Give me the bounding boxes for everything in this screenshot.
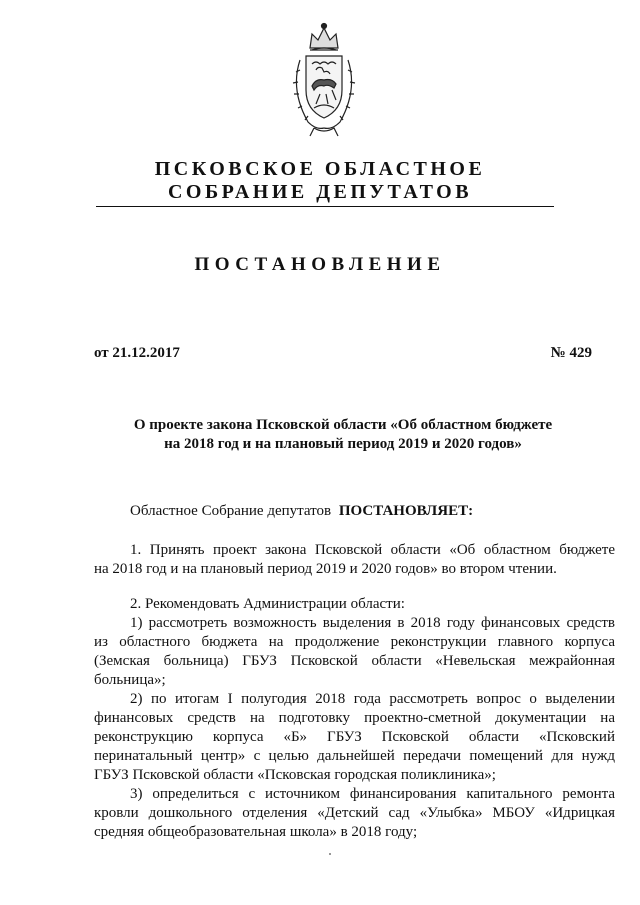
document-date: от 21.12.2017	[94, 345, 180, 361]
body-line: средняя общеобразовательная школа» в 2018 году;	[94, 824, 418, 840]
body-line: 1) рассмотреть возможность выделения в 2018 году финансовых средств	[130, 615, 615, 631]
body-line: 2. Рекомендовать Администрации области:	[130, 596, 405, 612]
organization-name-line2: СОБРАНИЕ ДЕПУТАТОВ	[167, 181, 473, 203]
body-line: 3) определиться с источником финансирования капитального ремонта	[130, 786, 615, 802]
header-divider	[96, 206, 554, 207]
coat-of-arms-emblem	[280, 20, 368, 140]
body-line: кровли дошкольного отделения «Детский сад «Улыбка» МБОУ «Идрицкая	[94, 805, 615, 821]
subject-line1: О проекте закона Псковской области «Об областном бюджете	[133, 417, 553, 433]
body-line: финансовых средств на подготовку проектно-сметной документации на	[94, 710, 615, 726]
document-type-title: ПОСТАНОВЛЕНИЕ	[194, 254, 446, 275]
body-line: больница»;	[94, 672, 166, 688]
decree-lead: Областное Собрание депутатов	[130, 503, 332, 519]
decree-verb: ПОСТАНОВЛЯЕТ:	[338, 503, 474, 519]
body-line: 1. Принять проект закона Псковской области «Об областном бюджете	[130, 542, 615, 558]
document-number: № 429	[550, 345, 592, 361]
body-line: реконструкцию корпуса «Б» ГБУЗ Псковской области «Псковский	[94, 729, 615, 745]
body-line: (Земская больница) ГБУЗ Псковской области «Невельская межрайонная	[94, 653, 615, 669]
scan-speck	[329, 853, 331, 855]
body-line: 2) по итогам I полугодия 2018 года рассмотреть вопрос о выделении	[130, 691, 615, 707]
organization-name-line1: ПСКОВСКОЕ ОБЛАСТНОЕ	[154, 158, 486, 180]
body-line: на 2018 год и на плановый период 2019 и 2020 годов» во втором чтении.	[94, 561, 557, 577]
body-line: из областного бюджета на продолжение реконструкции главного корпуса	[94, 634, 615, 650]
body-line: ГБУЗ Псковской области «Псковская городская поликлиника»;	[94, 767, 496, 783]
body-line: перинатальный центр» с целью дальнейшей передачи помещений для нужд	[94, 748, 615, 764]
decree-statement	[130, 503, 473, 520]
subject-line2: на 2018 год и на плановый период 2019 и 2020 годов»	[164, 436, 522, 452]
